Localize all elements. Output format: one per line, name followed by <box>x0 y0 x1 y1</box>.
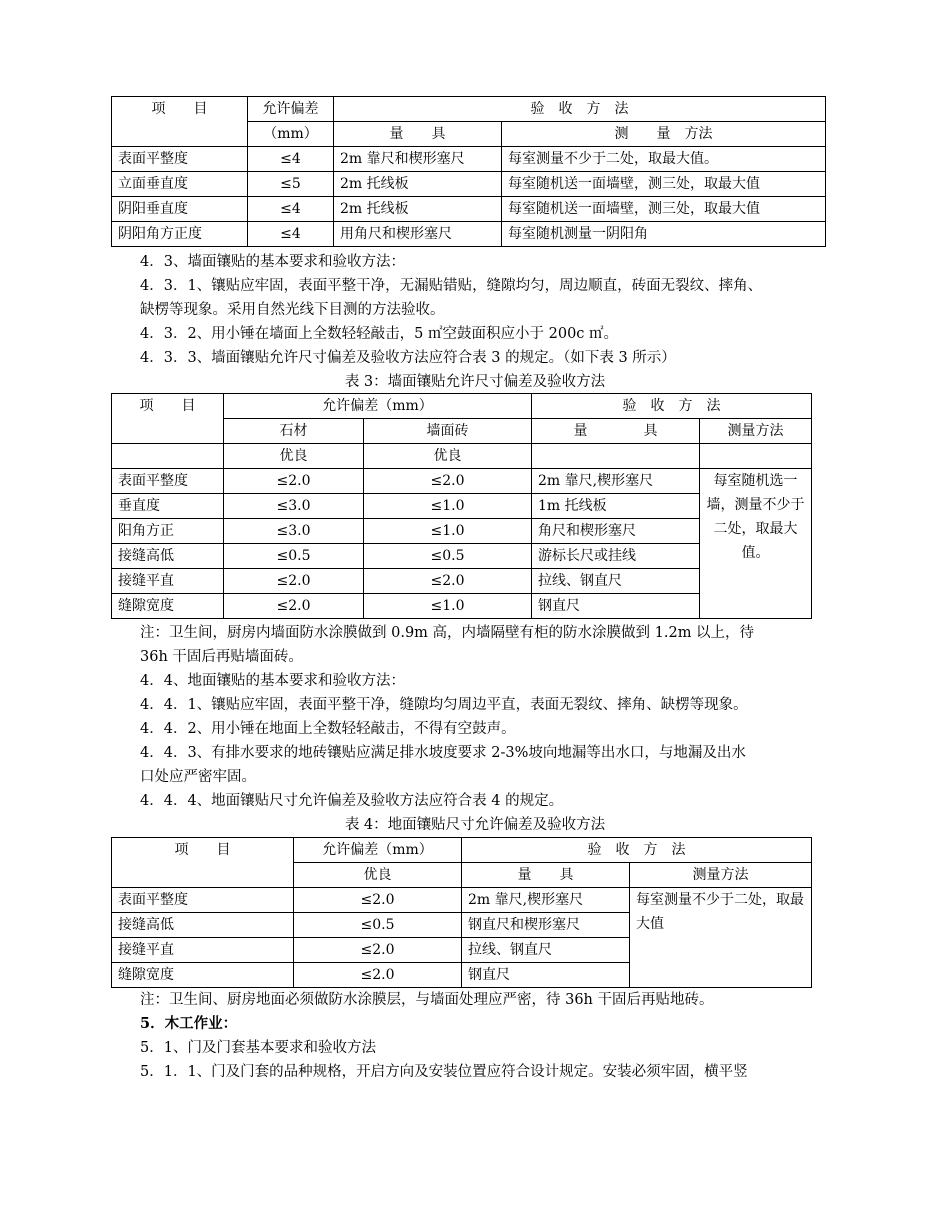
table-4 <box>111 837 812 988</box>
header-tolerance: 允许偏差（mm） <box>224 394 532 419</box>
cell-item: 阳角方正 <box>112 519 224 544</box>
paragraph-line: 缺楞等现象。采用自然光线下目测的方法验收。 <box>140 302 445 318</box>
header-measure: 测 量 方法 <box>502 122 826 147</box>
table-row <box>112 172 826 197</box>
cell-item: 缝隙宽度 <box>112 963 294 988</box>
cell-tool: 用角尺和楔形塞尺 <box>334 222 502 247</box>
cell-item: 表面平整度 <box>112 147 248 172</box>
cell-tool: 拉线、钢直尺 <box>462 938 630 963</box>
table-3 <box>111 393 812 619</box>
cell-tolerance: ≤0.5 <box>294 913 462 938</box>
cell-item: 阴阳角方正度 <box>112 222 248 247</box>
cell-stone: ≤3.0 <box>224 519 364 544</box>
cell-item: 接缝高低 <box>112 913 294 938</box>
cell-tool: 2m 靠尺,楔形塞尺 <box>532 469 700 494</box>
table-3-caption: 表 3：墙面镶贴允许尺寸偏差及验收方法 <box>344 374 606 390</box>
cell-item: 阴阳垂直度 <box>112 197 248 222</box>
header-measure: 测量方法 <box>700 419 812 444</box>
cell-tool: 钢直尺和楔形塞尺 <box>462 913 630 938</box>
cell-tolerance: ≤2.0 <box>294 888 462 913</box>
cell-tile: ≤2.0 <box>364 469 532 494</box>
header-good-tile: 优良 <box>364 444 532 469</box>
cell-tool: 2m 托线板 <box>334 172 502 197</box>
empty-cell <box>112 444 224 469</box>
paragraph-line: 4．3、墙面镶贴的基本要求和验收方法： <box>140 254 405 270</box>
header-item: 项 目 <box>112 838 294 888</box>
paragraph-line: 5．1、门及门套基本要求和验收方法 <box>140 1040 376 1056</box>
cell-tool: 1m 托线板 <box>532 494 700 519</box>
cell-tool: 2m 托线板 <box>334 197 502 222</box>
paragraph-line: 4．4．3、有排水要求的地砖镶贴应满足排水坡度要求 2-3%坡向地漏等出水口，与地漏及出水 <box>140 745 746 761</box>
paragraph-line: 4．3．1、镶贴应牢固，表面平整干净，无漏贴错贴，缝隙均匀，周边顺直，砖面无裂纹、摔角、 <box>140 278 763 294</box>
cell-item: 垂直度 <box>112 494 224 519</box>
cell-tool: 2m 靠尺和楔形塞尺 <box>334 147 502 172</box>
cell-tool: 角尺和楔形塞尺 <box>532 519 700 544</box>
cell-stone: ≤0.5 <box>224 544 364 569</box>
paragraph-line: 4．4、地面镶贴的基本要求和验收方法： <box>140 673 405 689</box>
cell-stone: ≤2.0 <box>224 469 364 494</box>
header-method: 验 收 方 法 <box>462 838 812 863</box>
cell-tile: ≤2.0 <box>364 569 532 594</box>
cell-item: 接缝平直 <box>112 569 224 594</box>
header-item: 项 目 <box>112 97 248 147</box>
cell-tile: ≤1.0 <box>364 594 532 619</box>
table-row <box>112 888 812 913</box>
header-tolerance: 允许偏差 <box>248 97 334 122</box>
cell-tile: ≤0.5 <box>364 544 532 569</box>
cell-tool: 钢直尺 <box>462 963 630 988</box>
cell-tool: 拉线、钢直尺 <box>532 569 700 594</box>
header-method: 验 收 方 法 <box>532 394 812 419</box>
paragraph-line: 4．3．3、墙面镶贴允许尺寸偏差及验收方法应符合表 3 的规定。（如下表 3 所示） <box>140 350 676 366</box>
cell-tool: 2m 靠尺,楔形塞尺 <box>462 888 630 913</box>
paragraph-line: 36h 干固后再贴墙面砖。 <box>140 649 303 665</box>
cell-tolerance: ≤2.0 <box>294 963 462 988</box>
table-row <box>112 197 826 222</box>
cell-measure-note: 每室测量不少于二处，取最大值 <box>630 888 812 988</box>
empty-cell <box>532 444 700 469</box>
paragraph-line: 4．3．2、用小锤在墙面上全数轻轻敲击，5 ㎡空鼓面积应小于 200c ㎡。 <box>140 326 619 342</box>
cell-tolerance: ≤5 <box>248 172 334 197</box>
header-tolerance-unit: （mm） <box>248 122 334 147</box>
section-heading: 5．木工作业： <box>140 1015 238 1032</box>
header-tool: 量 具 <box>532 419 700 444</box>
table-row <box>112 147 826 172</box>
paragraph-line: 4．4．1、镶贴应牢固，表面平整干净，缝隙均匀周边平直，表面无裂纹、摔角、缺楞等现象。 <box>140 697 748 713</box>
cell-item: 接缝平直 <box>112 938 294 963</box>
paragraph-line: 注：卫生间，厨房内墙面防水涂膜做到 0.9m 高，内墙隔壁有柜的防水涂膜做到 1.2m 以上，待 <box>140 625 755 641</box>
paragraph-line: 4．4．2、用小锤在地面上全数轻轻敲击，不得有空鼓声。 <box>140 721 516 737</box>
paragraph-line: 5．1．1、门及门套的品种规格，开启方向及安装位置应符合设计规定。安装必须牢固，横平竖 <box>140 1064 748 1080</box>
cell-tile: ≤1.0 <box>364 494 532 519</box>
cell-measure: 每室测量不少于二处，取最大值。 <box>502 147 826 172</box>
cell-stone: ≤2.0 <box>224 569 364 594</box>
cell-measure: 每室随机送一面墙壁，测三处，取最大值 <box>502 172 826 197</box>
header-measure: 测量方法 <box>630 863 812 888</box>
header-tile: 墙面砖 <box>364 419 532 444</box>
note-line: 注：卫生间、厨房地面必须做防水涂膜层，与墙面处理应严密，待 36h 干固后再贴地砖。 <box>140 992 714 1008</box>
header-tool: 量 具 <box>462 863 630 888</box>
cell-tolerance: ≤4 <box>248 222 334 247</box>
header-good-stone: 优良 <box>224 444 364 469</box>
cell-measure: 每室随机测量一阴阳角 <box>502 222 826 247</box>
header-stone: 石材 <box>224 419 364 444</box>
cell-measure-note: 每室随机选一墙，测量不少于二处，取最大值。 <box>700 469 812 619</box>
table-4-caption: 表 4：地面镶贴尺寸允许偏差及验收方法 <box>344 817 606 833</box>
cell-item: 表面平整度 <box>112 469 224 494</box>
cell-item: 表面平整度 <box>112 888 294 913</box>
cell-stone: ≤3.0 <box>224 494 364 519</box>
cell-item: 缝隙宽度 <box>112 594 224 619</box>
cell-tile: ≤1.0 <box>364 519 532 544</box>
cell-item: 立面垂直度 <box>112 172 248 197</box>
table-2 <box>111 96 826 247</box>
header-tolerance: 允许偏差（mm） <box>294 838 462 863</box>
cell-tool: 钢直尺 <box>532 594 700 619</box>
cell-tolerance: ≤4 <box>248 147 334 172</box>
cell-stone: ≤2.0 <box>224 594 364 619</box>
header-tool: 量 具 <box>334 122 502 147</box>
table-row <box>112 222 826 247</box>
cell-measure: 每室随机送一面墙壁，测三处，取最大值 <box>502 197 826 222</box>
cell-item: 接缝高低 <box>112 544 224 569</box>
paragraph-line: 口处应严密牢固。 <box>140 769 256 785</box>
paragraph-line: 4．4．4、地面镶贴尺寸允许偏差及验收方法应符合表 4 的规定。 <box>140 793 564 809</box>
table-row <box>112 469 812 494</box>
cell-tolerance: ≤2.0 <box>294 938 462 963</box>
header-item: 项 目 <box>112 394 224 444</box>
empty-cell <box>700 444 812 469</box>
cell-tolerance: ≤4 <box>248 197 334 222</box>
cell-tool: 游标长尺或挂线 <box>532 544 700 569</box>
header-method: 验 收 方 法 <box>334 97 826 122</box>
header-good: 优良 <box>294 863 462 888</box>
